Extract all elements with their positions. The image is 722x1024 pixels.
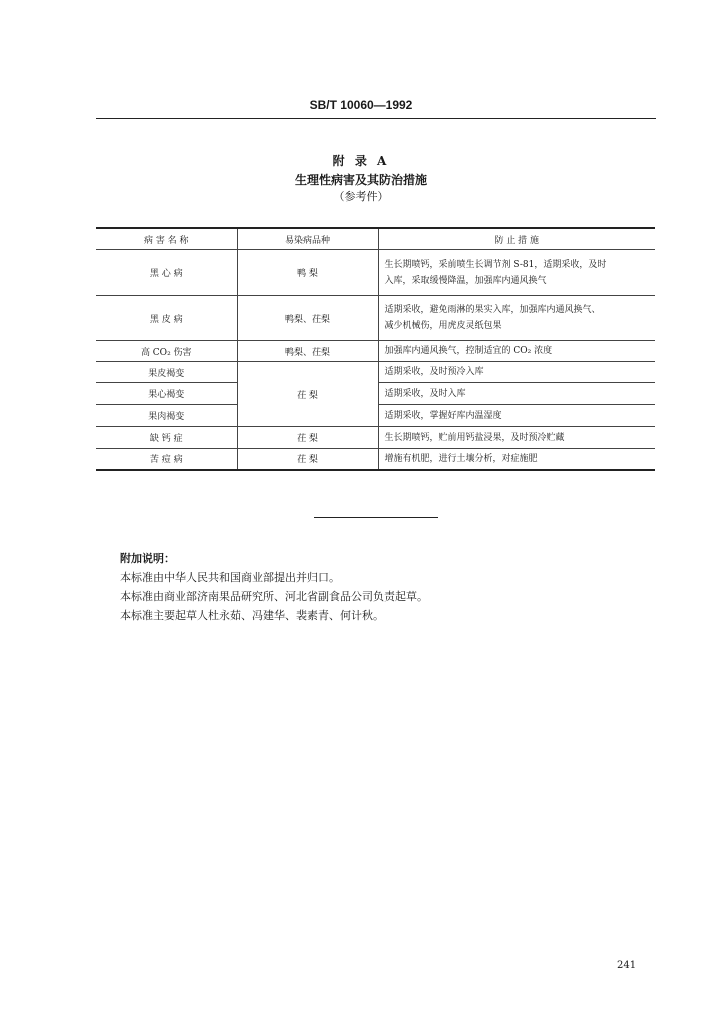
prevention-measure <box>378 383 655 405</box>
table-row <box>96 296 655 341</box>
notes-line: 本标准主要起草人杜永茹、冯建华、裴素青、何计秋。 <box>120 609 384 622</box>
measure-line: 加强库内通风换气，控制适宜的 CO₂ 浓度 <box>384 346 553 356</box>
prevention-measure <box>378 405 655 427</box>
header-rule <box>96 118 656 119</box>
prevention-measure <box>378 250 655 296</box>
notes-line: 本标准由商业部济南果品研究所、河北省副食品公司负责起草。 <box>120 590 428 603</box>
table-row <box>96 449 655 470</box>
measure-line: 减少机械伤，用虎皮灵纸包果 <box>384 321 502 331</box>
table-row <box>96 341 655 362</box>
appendix-label: 附 录 A <box>332 154 390 168</box>
appendix-note: （参考件） <box>333 190 389 203</box>
measure-line: 生长期喷钙，贮前用钙盐浸果，及时预冷贮藏 <box>384 432 565 443</box>
disorder-name: 缺 钙 症 <box>96 427 237 449</box>
table-row <box>96 362 655 383</box>
susceptible-variety: 鸭梨、茌梨 <box>237 296 378 341</box>
disorder-table <box>96 227 655 471</box>
disorder-name: 黑 皮 病 <box>96 296 237 341</box>
disorder-name: 苦 痘 病 <box>96 449 237 470</box>
prevention-measure <box>378 341 655 362</box>
susceptible-variety: 鸭梨、茌梨 <box>237 341 378 362</box>
susceptible-variety: 茌 梨 <box>237 449 378 470</box>
col-header-variety: 易染病品种 <box>237 228 378 250</box>
measure-line: 增施有机肥，进行土壤分析，对症施肥 <box>384 453 538 464</box>
prevention-measure <box>378 427 655 449</box>
notes-heading: 附加说明： <box>120 552 175 565</box>
table-header-row <box>96 228 655 250</box>
page-number: 241 <box>617 960 637 971</box>
susceptible-variety: 茌 梨 <box>237 427 378 449</box>
table-row <box>96 427 655 449</box>
disorder-name: 高 CO₂ 伤害 <box>96 341 237 362</box>
col-header-name: 病 害 名 称 <box>96 228 237 250</box>
prevention-measure <box>378 449 655 470</box>
disorder-name: 果心褐变 <box>96 383 237 405</box>
notes-line: 本标准由中华人民共和国商业部提出并归口。 <box>120 571 340 584</box>
additional-notes <box>120 549 428 625</box>
col-header-measures: 防 止 措 施 <box>378 228 655 250</box>
measure-line: 适期采收，掌握好库内温湿度 <box>384 410 502 421</box>
running-header: SB/T 10060—1992 <box>309 98 413 112</box>
measure-line: 入库，采取缓慢降温，加强库内通风换气 <box>384 275 547 286</box>
measure-line: 生长期喷钙，采前喷生长调节剂 S-81，适期采收，及时 <box>384 259 607 270</box>
table-row <box>96 250 655 296</box>
disorder-name: 果皮褐变 <box>96 362 237 383</box>
measure-line: 适期采收，避免雨淋的果实入库，加强库内通风换气、 <box>384 305 601 315</box>
susceptible-variety: 茌 梨 <box>237 362 378 427</box>
disorder-name: 果肉褐变 <box>96 405 237 427</box>
measure-line: 适期采收，及时预冷入库 <box>384 367 484 377</box>
measure-line: 适期采收，及时入库 <box>384 388 466 399</box>
susceptible-variety: 鸭 梨 <box>237 250 378 296</box>
disorder-name: 黑 心 病 <box>96 250 237 296</box>
prevention-measure <box>378 296 655 341</box>
prevention-measure <box>378 362 655 383</box>
appendix-title: 生理性病害及其防治措施 <box>294 173 427 187</box>
section-separator <box>314 517 438 518</box>
